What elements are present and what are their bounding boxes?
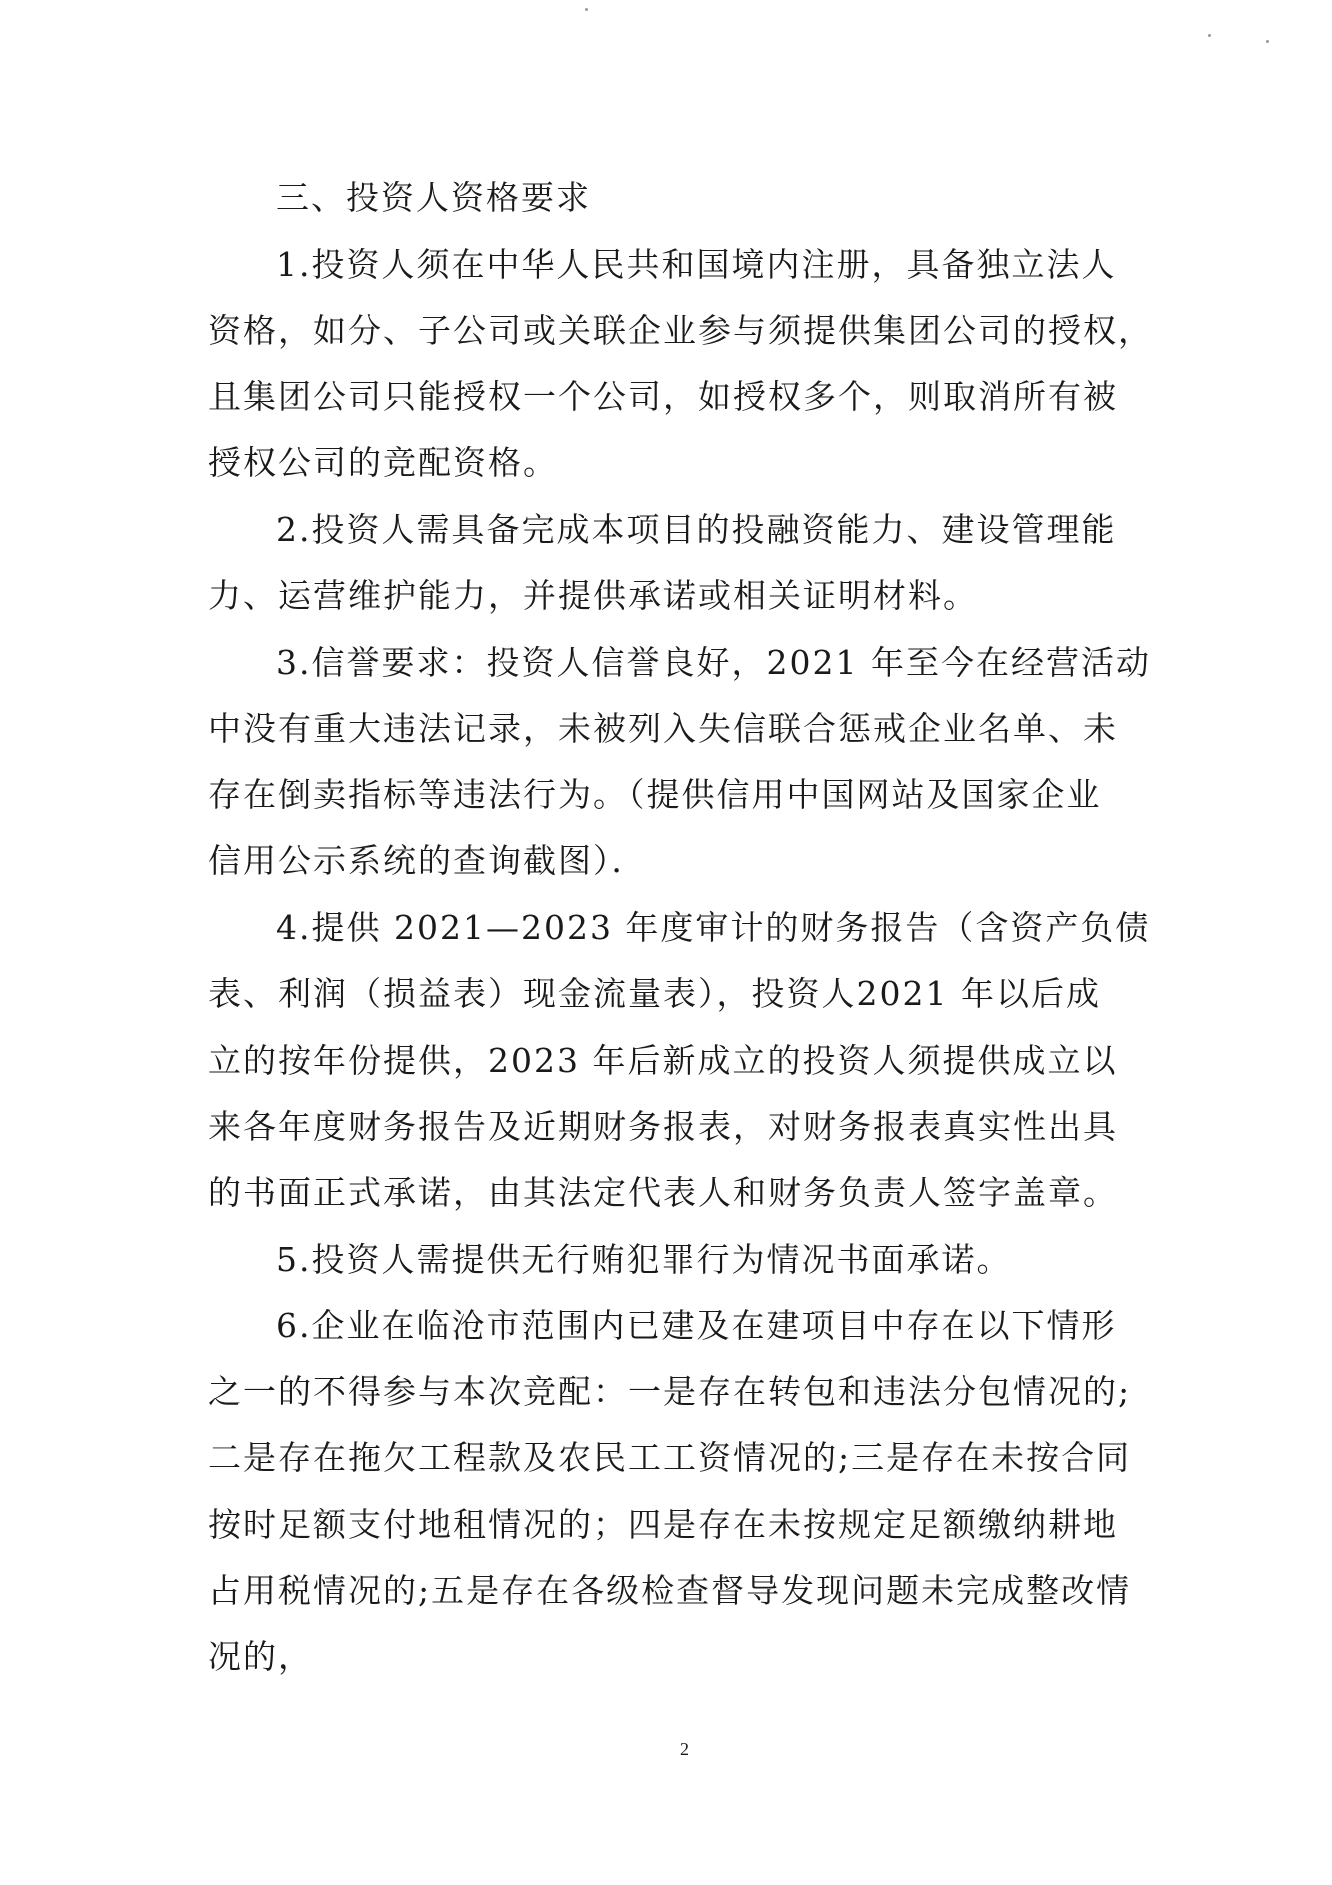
paragraph-4-line-5: 的书面正式承诺，由其法定代表人和财务负责人签字盖章。 (208, 1173, 1118, 1212)
paragraph-3-line-2: 中没有重大违法记录，未被列入失信联合惩戒企业名单、未 (208, 709, 1118, 748)
paragraph-4-line-3: 立的按年份提供，2023 年后新成立的投资人须提供成立以 (208, 1041, 1118, 1080)
paragraph-6-line-6: 况的， (208, 1637, 313, 1676)
paragraph-6-line-2: 之一的不得参与本次竞配：一是存在转包和违法分包情况的; (208, 1372, 1132, 1411)
scan-speck (1266, 40, 1269, 43)
paragraph-4-line-4: 来各年度财务报告及近期财务报表，对财务报表真实性出具 (208, 1107, 1118, 1146)
paragraph-1-line-4: 授权公司的竞配资格。 (208, 443, 558, 482)
paragraph-6-line-3: 二是存在拖欠工程款及农民工工资情况的;三是存在未按合同 (208, 1438, 1132, 1477)
paragraph-6-line-4: 按时足额支付地租情况的；四是存在未按规定足额缴纳耕地 (208, 1505, 1118, 1544)
paragraph-1-line-1: 1.投资人须在中华人民共和国境内注册，具备独立法人 (276, 245, 1117, 284)
scan-speck (585, 8, 588, 11)
paragraph-3-line-3: 存在倒卖指标等违法行为。（提供信用中国网站及国家企业 (208, 775, 1102, 814)
paragraph-4-line-2: 表、利润（损益表）现金流量表），投资人2021 年以后成 (208, 974, 1101, 1013)
paragraph-3-line-4: 信用公示系统的查询截图）． (208, 841, 647, 880)
paragraph-5-line-1: 5.投资人需提供无行贿犯罪行为情况书面承诺。 (276, 1240, 1012, 1279)
paragraph-4-line-1: 4.提供 2021—2023 年度审计的财务报告（含资产负债 (276, 908, 1151, 947)
section-heading: 三、投资人资格要求 (276, 178, 591, 217)
scan-speck (1208, 34, 1211, 37)
paragraph-1-line-3: 且集团公司只能授权一个公司，如授权多个，则取消所有被 (208, 377, 1118, 416)
paragraph-2-line-2: 力、运营维护能力，并提供承诺或相关证明材料。 (208, 576, 978, 615)
paragraph-2-line-1: 2.投资人需具备完成本项目的投融资能力、建设管理能 (276, 510, 1117, 549)
paragraph-3-line-1: 3.信誉要求：投资人信誉良好，2021 年至今在经营活动 (276, 643, 1151, 682)
paragraph-6-line-1: 6.企业在临沧市范围内已建及在建项目中存在以下情形 (276, 1306, 1117, 1345)
page-number: 2 (680, 1739, 689, 1759)
paragraph-1-line-2: 资格，如分、子公司或关联企业参与须提供集团公司的授权， (208, 311, 1153, 350)
paragraph-6-line-5: 占用税情况的;五是存在各级检查督导发现问题未完成整改情 (208, 1571, 1132, 1610)
